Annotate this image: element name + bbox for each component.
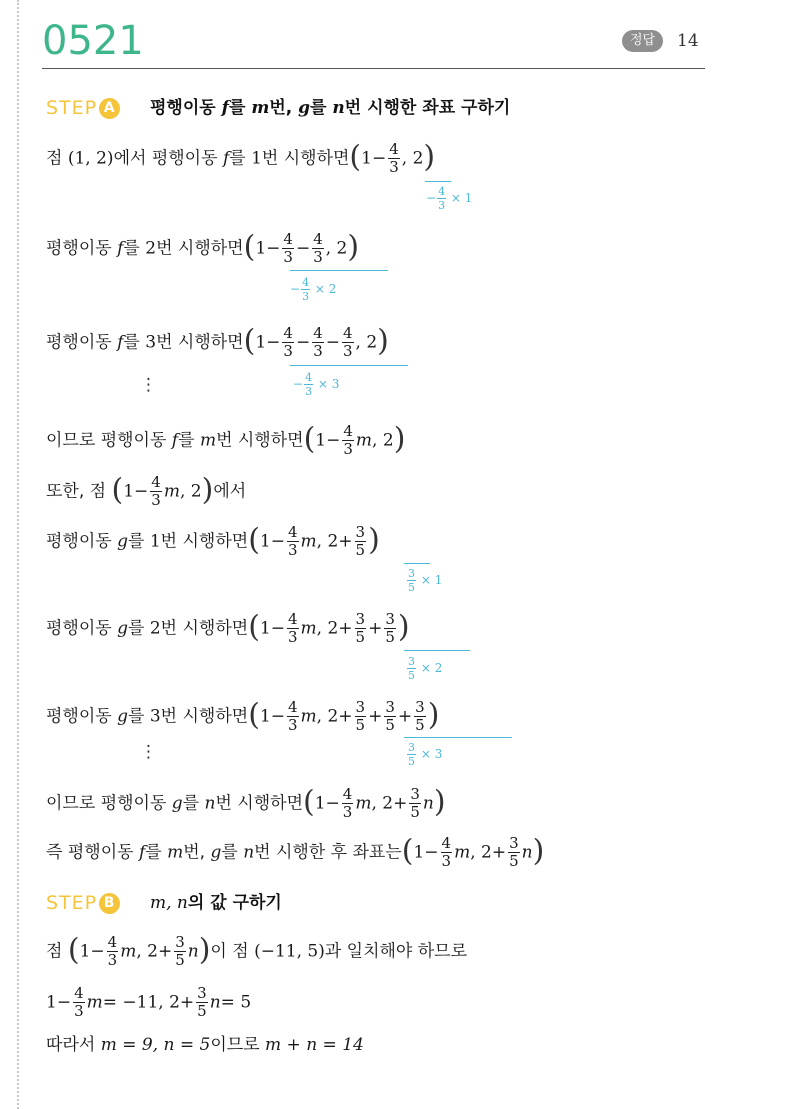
annotation-g2: $\frac{3}{5}$ × 2 bbox=[408, 655, 443, 682]
annotation-g1: $\frac{3}{5}$ × 1 bbox=[408, 567, 443, 594]
line-f-1: 점 (1, 2)에서 평행이동 f를 1번 시행하면(1− $\frac{4}{3}$ , 2) bbox=[46, 139, 436, 176]
line-condition: 점 (1− $\frac{4}{3}$ m, 2+ $\frac{3}{5}$ n)이 점 (−11, 5)과 일치해야 하므로 bbox=[46, 932, 468, 969]
line-result: 따라서 m = 9, n = 5이므로 m + n = 14 bbox=[46, 1035, 364, 1055]
underline-g1 bbox=[404, 563, 430, 564]
answer-page-number: 14 bbox=[677, 31, 699, 51]
vertical-ellipsis-1: ⋮ bbox=[140, 375, 157, 395]
line-also-point: 또한, 점 (1− $\frac{4}{3}$ m, 2)에서 bbox=[46, 472, 247, 509]
step-b-label bbox=[46, 890, 120, 916]
line-g-n: 이므로 평행이동 g를 n번 시행하면(1− $\frac{4}{3}$ m, 2+ $\frac{3}{5}$ n) bbox=[46, 784, 446, 821]
vertical-ellipsis-2: ⋮ bbox=[140, 742, 157, 762]
step-a-label bbox=[46, 95, 120, 121]
underline-f2 bbox=[290, 270, 388, 271]
step-a-letter: A bbox=[99, 98, 120, 119]
annotation-f2: − $\frac{4}{3}$ × 2 bbox=[290, 276, 337, 303]
line-g-3: 평행이동 g를 3번 시행하면(1− $\frac{4}{3}$ m, 2+ $\frac{3}{5}$ + $\frac{3}{5}$ + $\frac{3}{5}$ ) bbox=[46, 697, 440, 734]
underline-f3 bbox=[290, 365, 408, 366]
line-summary: 즉 평행이동 f를 m번, g를 n번 시행한 후 좌표는(1− $\frac{4}{3}$ m, 2+ $\frac{3}{5}$ n) bbox=[46, 833, 545, 870]
annotation-g3: $\frac{3}{5}$ × 3 bbox=[408, 741, 443, 768]
line-equations: 1− $\frac{4}{3}$ m= −11, 2+ $\frac{3}{5}$ n= 5 bbox=[46, 984, 252, 1020]
answer-badge: 정답 bbox=[622, 30, 663, 52]
page-edge-dots bbox=[17, 0, 19, 1109]
line-g-2: 평행이동 g를 2번 시행하면(1− $\frac{4}{3}$ m, 2+ $\frac{3}{5}$ + $\frac{3}{5}$ ) bbox=[46, 609, 410, 646]
problem-number: 0521 bbox=[42, 18, 144, 64]
step-a-title: 평행이동 f를 m번, g를 n번 시행한 좌표 구하기 bbox=[150, 98, 511, 118]
line-f-2: 평행이동 f를 2번 시행하면(1− $\frac{4}{3}$ − $\frac{4}{3}$ , 2) bbox=[46, 229, 360, 266]
annotation-f1: − $\frac{4}{3}$ × 1 bbox=[426, 185, 473, 212]
header-divider bbox=[42, 68, 705, 69]
step-b-letter: B bbox=[99, 893, 120, 914]
line-g-1: 평행이동 g를 1번 시행하면(1− $\frac{4}{3}$ m, 2+ $\frac{3}{5}$ ) bbox=[46, 522, 380, 559]
underline-f1 bbox=[425, 181, 451, 182]
annotation-f3: − $\frac{4}{3}$ × 3 bbox=[293, 371, 340, 398]
line-f-m: 이므로 평행이동 f를 m번 시행하면(1− $\frac{4}{3}$ m, 2) bbox=[46, 421, 406, 458]
line-f-3: 평행이동 f를 3번 시행하면(1− $\frac{4}{3}$ − $\frac{4}{3}$ − $\frac{4}{3}$ , 2) bbox=[46, 323, 389, 360]
step-a-text: STEP bbox=[46, 97, 98, 119]
underline-g2 bbox=[404, 650, 470, 651]
underline-g3 bbox=[404, 737, 512, 738]
step-b-text: STEP bbox=[46, 892, 98, 914]
step-b-title: m, n의 값 구하기 bbox=[150, 893, 282, 913]
